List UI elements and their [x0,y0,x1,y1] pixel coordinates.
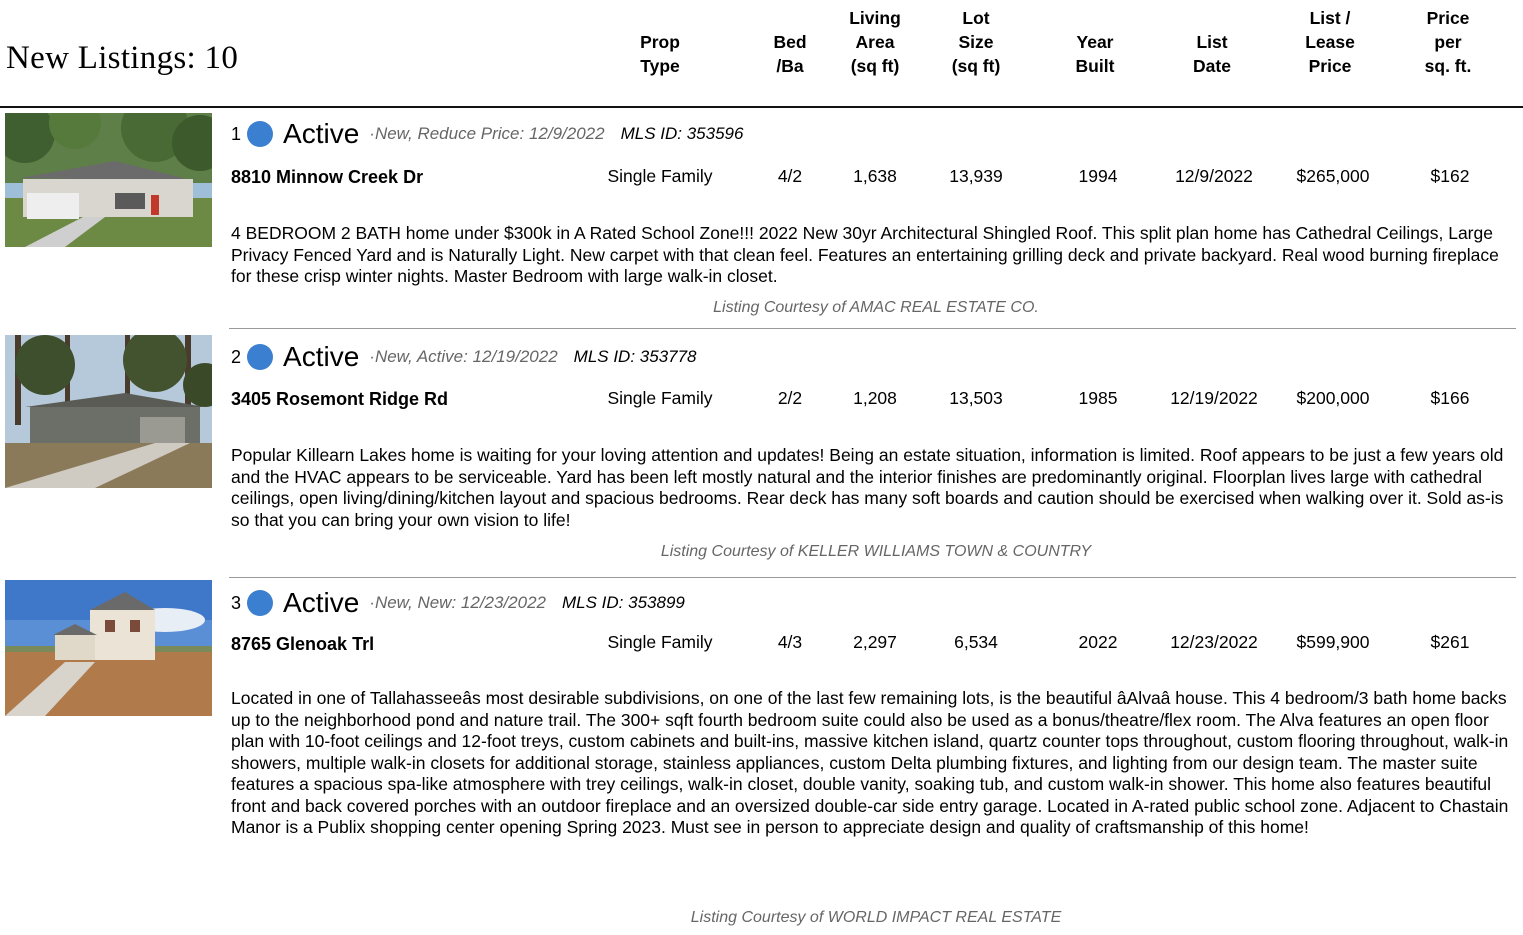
col-header-lot-size: Lot Size (sq ft) [951,8,1001,76]
listing-number: 2 [231,346,242,367]
col-header-bed-bath: Bed /Ba [773,32,807,76]
prop-type: Single Family [607,632,713,652]
mls-id: MLS ID: 353899 [562,593,685,612]
year-built: 1985 [1078,388,1118,408]
listing-status-row [231,587,685,619]
mls-id: MLS ID: 353778 [573,347,697,366]
list-price: $599,900 [1296,632,1370,652]
list-date: 12/9/2022 [1175,166,1253,186]
listing-photo[interactable] [5,335,212,488]
price-sqft: $162 [1430,166,1470,186]
page-title: New Listings: 10 [6,40,239,76]
status-label: Active [283,341,360,372]
status-dot-icon [247,344,273,370]
col-header-living-area: Living Area (sq ft) [849,8,901,76]
status-dot-icon [247,590,273,616]
status-note: · New, Reduce Price: 12/9/2022 [369,124,604,144]
col-header-prop-type: Prop Type [640,32,680,76]
listing-courtesy: Listing Courtesy of WORLD IMPACT REAL ESTATE [690,909,1062,926]
listing-status-row [231,341,697,373]
status-note: · New, Active: 12/19/2022 [369,347,557,367]
house-photo-1 [5,113,212,247]
listing-number: 1 [231,123,242,144]
header-divider [0,106,1523,108]
listing-description: Popular Killearn Lakes home is waiting for your loving attention and updates! Being an estate situation, information is limited. Roof appears to be just a few years old and the HVAC appears to be serviceable. Yard has been left mostly natural and the interior finishes are predominantly original. Floorplan lives large with cathedral ceilings, open living/dining/kitchen layout and spacious bedrooms. Rear deck has many soft boards and caution should be exercised when walking over it. Sold as-is so that you can bring your own vision to life! [231,445,1504,530]
list-date: 12/19/2022 [1170,388,1258,408]
list-date: 12/23/2022 [1170,632,1258,652]
col-header-year-built: Year Built [1075,32,1115,76]
lot-size: 6,534 [954,632,998,652]
col-header-list-date: List Date [1193,32,1231,76]
status-label: Active [283,118,360,149]
col-header-price-sqft: Price per sq. ft. [1424,8,1472,76]
listing-status-row [231,118,743,150]
lot-size: 13,939 [949,166,1003,186]
prop-type: Single Family [607,388,713,408]
listing-number: 3 [231,592,242,613]
list-price: $265,000 [1296,166,1370,186]
house-photo-2 [5,335,212,488]
listing-description: Located in one of Tallahasseeâs most desirable subdivisions, on one of the last few remaining lots, is the beautiful âAlvaâ house. This 4 bedroom/3 bath home backs up to the neighborhood pond and nature trail. The 300+ sqft fourth bedroom suite could also be used as a bonus/theatre/flex room. The Alva features an open floor plan with 10-foot ceilings and 12-foot treys, custom cabinets and built-ins, massive kitchen island, quartz counter tops throughout, custom flooring throughout, walk-in showers, multiple walk-in closets for additional storage, stainless appliances, custom Delta plumbing fixtures, and lighting from our design team. The master suite features a spacious spa-like atmosphere with trey ceilings, walk-in closet, double vanity, soaking tub, and custom walk-in shower. This home also features beautiful front and back covered porches with an outdoor fireplace and an oversized double-car side entry garage. Located in A-rated public school zone. Adjacent to Chastain Manor is a Publix shopping center opening Spring 2023. Must see in person to appreciate design and quality of craftsmanship of this home! [231,688,1509,837]
listing-courtesy: Listing Courtesy of KELLER WILLIAMS TOWN & COUNTRY [660,543,1092,560]
lot-size: 13,503 [949,388,1003,408]
listing-divider [229,328,1516,329]
col-header-list-price: List / Lease Price [1305,8,1355,76]
listing-photo[interactable] [5,113,212,247]
listing-courtesy: Listing Courtesy of AMAC REAL ESTATE CO. [713,299,1039,316]
listing-divider [229,577,1516,578]
prop-type: Single Family [607,166,713,186]
listing-address[interactable]: 8765 Glenoak Trl [231,634,375,654]
list-price: $200,000 [1296,388,1370,408]
living-area: 2,297 [853,632,897,652]
price-sqft: $261 [1430,632,1470,652]
bed-bath: 2/2 [777,388,803,408]
price-sqft: $166 [1430,388,1470,408]
house-photo-3 [5,580,212,716]
listing-description: 4 BEDROOM 2 BATH home under $300k in A Rated School Zone!!! 2022 New 30yr Architectural Shingled Roof. This split plan home has Cathedral Ceilings, Large Privacy Fenced Yard and is Naturally Light. New carpet with that clean feel. Features an entertaining grilling deck and private backyard. Real wood burning fireplace for these crisp winter nights. Master Bedroom with large walk-in closet. [231,223,1499,286]
mls-id: MLS ID: 353596 [620,124,744,143]
listing-photo[interactable] [5,580,212,716]
year-built: 2022 [1078,632,1118,652]
bed-bath: 4/3 [777,632,803,652]
year-built: 1994 [1078,166,1118,186]
status-dot-icon [247,121,273,147]
listing-address[interactable]: 8810 Minnow Creek Dr [231,167,424,187]
living-area: 1,638 [853,166,897,186]
bed-bath: 4/2 [777,166,803,186]
status-note: · New, New: 12/23/2022 [369,593,546,613]
listing-address[interactable]: 3405 Rosemont Ridge Rd [231,389,449,409]
living-area: 1,208 [853,388,897,408]
status-label: Active [283,587,360,618]
